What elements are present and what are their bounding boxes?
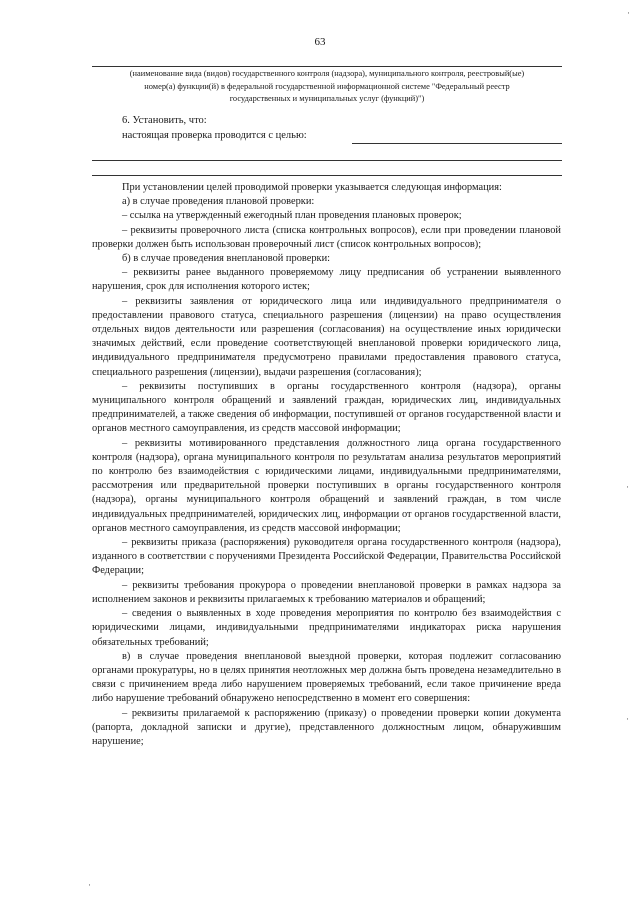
top-rule [92, 66, 562, 67]
paragraph-application: – реквизиты заявления от юридического лица или индивидуального предпринимателя о предоставлении правового статуса, специального разрешения (лицензии) на право осуществления отдельных видов деятельности или разрешения (согласования) на осуществление иных юридически значимых действий, если проведение соответствующей внеплановой проверки юридического лица, индивидуального предпринимателя предусмотрено правилами предоставления правового статуса, специального разрешения (лицензии), выдачи разрешения (согласования); [92, 295, 561, 378]
caption-line: государственных и муниципальных услуг (функций)") [229, 94, 425, 103]
fill-line [92, 175, 562, 176]
paragraph-motivated: – реквизиты мотивированного представления должностного лица органа государственного контроля (надзора), органа муниципального контроля по результатам анализа результатов мероприятий по контролю без взаимодействия с юридическими лицами, индивидуальными предпринимателями, рассмотрения или предварительной проверки поступивших в органы государственного контроля (надзора), органы муниципального контроля обращений и заявлений граждан, в том числе индивидуальных предпринимателей, юридических лиц, информации от органов государственной власти, органов местного самоуправления, из средств массовой информации; [92, 437, 561, 534]
scan-mark: · [627, 8, 630, 18]
paragraph-complaints: – реквизиты поступивших в органы государственного контроля (надзора), органы муниципального контроля обращений и заявлений граждан, юридических лиц, индивидуальных предпринимателей, а также сведения об информации, поступившей от органов государственной власти и органов местного самоуправления, из средств массовой информации; [92, 380, 561, 435]
instructions-text [92, 181, 561, 749]
control-type-caption [92, 68, 562, 106]
paragraph-urgent: в) в случае проведения внеплановой выездной проверки, которая подлежит согласованию органами прокуратуры, но в целях принятия неотложных мер должна быть проведена незамедлительно в связи с причинением вреда либо нарушением проверяемых требований, если такое причинение вреда либо нарушение требований обнаружено непосредственно в момент его совершения: [92, 650, 561, 705]
caption-line: номер(а) функции(й) в федеральной государственной информационной системе "Федеральный реестр [144, 81, 510, 91]
paragraph-prescription: – реквизиты ранее выданного проверяемому лицу предписания об устранении выявленного нарушения, срок для исполнения которого истек; [92, 267, 561, 293]
scan-mark: · [88, 880, 91, 890]
section-title: 6. Установить, что: [122, 115, 207, 126]
purpose-fill-line [352, 143, 562, 144]
paragraph-report-copy: – реквизиты прилагаемой к распоряжению (приказу) о проведении проверки копии документа (рапорта, докладной записки и другие), представленного должностным лицом, обнаружившим нарушение; [92, 707, 561, 747]
paragraph-risk-indicators: – сведения о выявленных в ходе проведения мероприятия по контролю без взаимодействия с юридическими лицами, индивидуальными предпринимателями индикаторах риска нарушения обязательных требований; [92, 608, 561, 648]
page-number: 63 [314, 36, 326, 48]
paragraph-checklist: – реквизиты проверочного листа (списка контрольных вопросов), если при проведении плановой проверки должен быть использован проверочный лист (список контрольных вопросов); [92, 224, 561, 250]
scan-mark: · [626, 714, 629, 724]
scan-mark: · [626, 482, 629, 492]
paragraph-prosecutor: – реквизиты требования прокурора о проведении внеплановой проверки в рамках надзора за исполнением законов и реквизиты прилагаемых к требованию материалов и обращений; [92, 579, 561, 605]
paragraph-order: – реквизиты приказа (распоряжения) руководителя органа государственного контроля (надзора), изданного в соответствии с поручениями Президента Российской Федерации, Правительства Российской Федерации; [92, 537, 561, 577]
fill-line [92, 160, 562, 161]
paragraph-unplanned: б) в случае проведения внеплановой проверки: [122, 253, 331, 265]
paragraph-intro: При установлении целей проводимой проверки указывается следующая информация: [122, 182, 502, 193]
paragraph-planned: а) в случае проведения плановой проверки: [122, 196, 315, 208]
caption-line: (наименование вида (видов) государственного контроля (надзора), муниципального контроля, реестровый(ые) [129, 69, 525, 78]
purpose-label: настоящая проверка проводится с целью: [122, 130, 307, 141]
paragraph-plan-link: – ссылка на утвержденный ежегодный план проведения плановых проверок; [122, 210, 462, 222]
